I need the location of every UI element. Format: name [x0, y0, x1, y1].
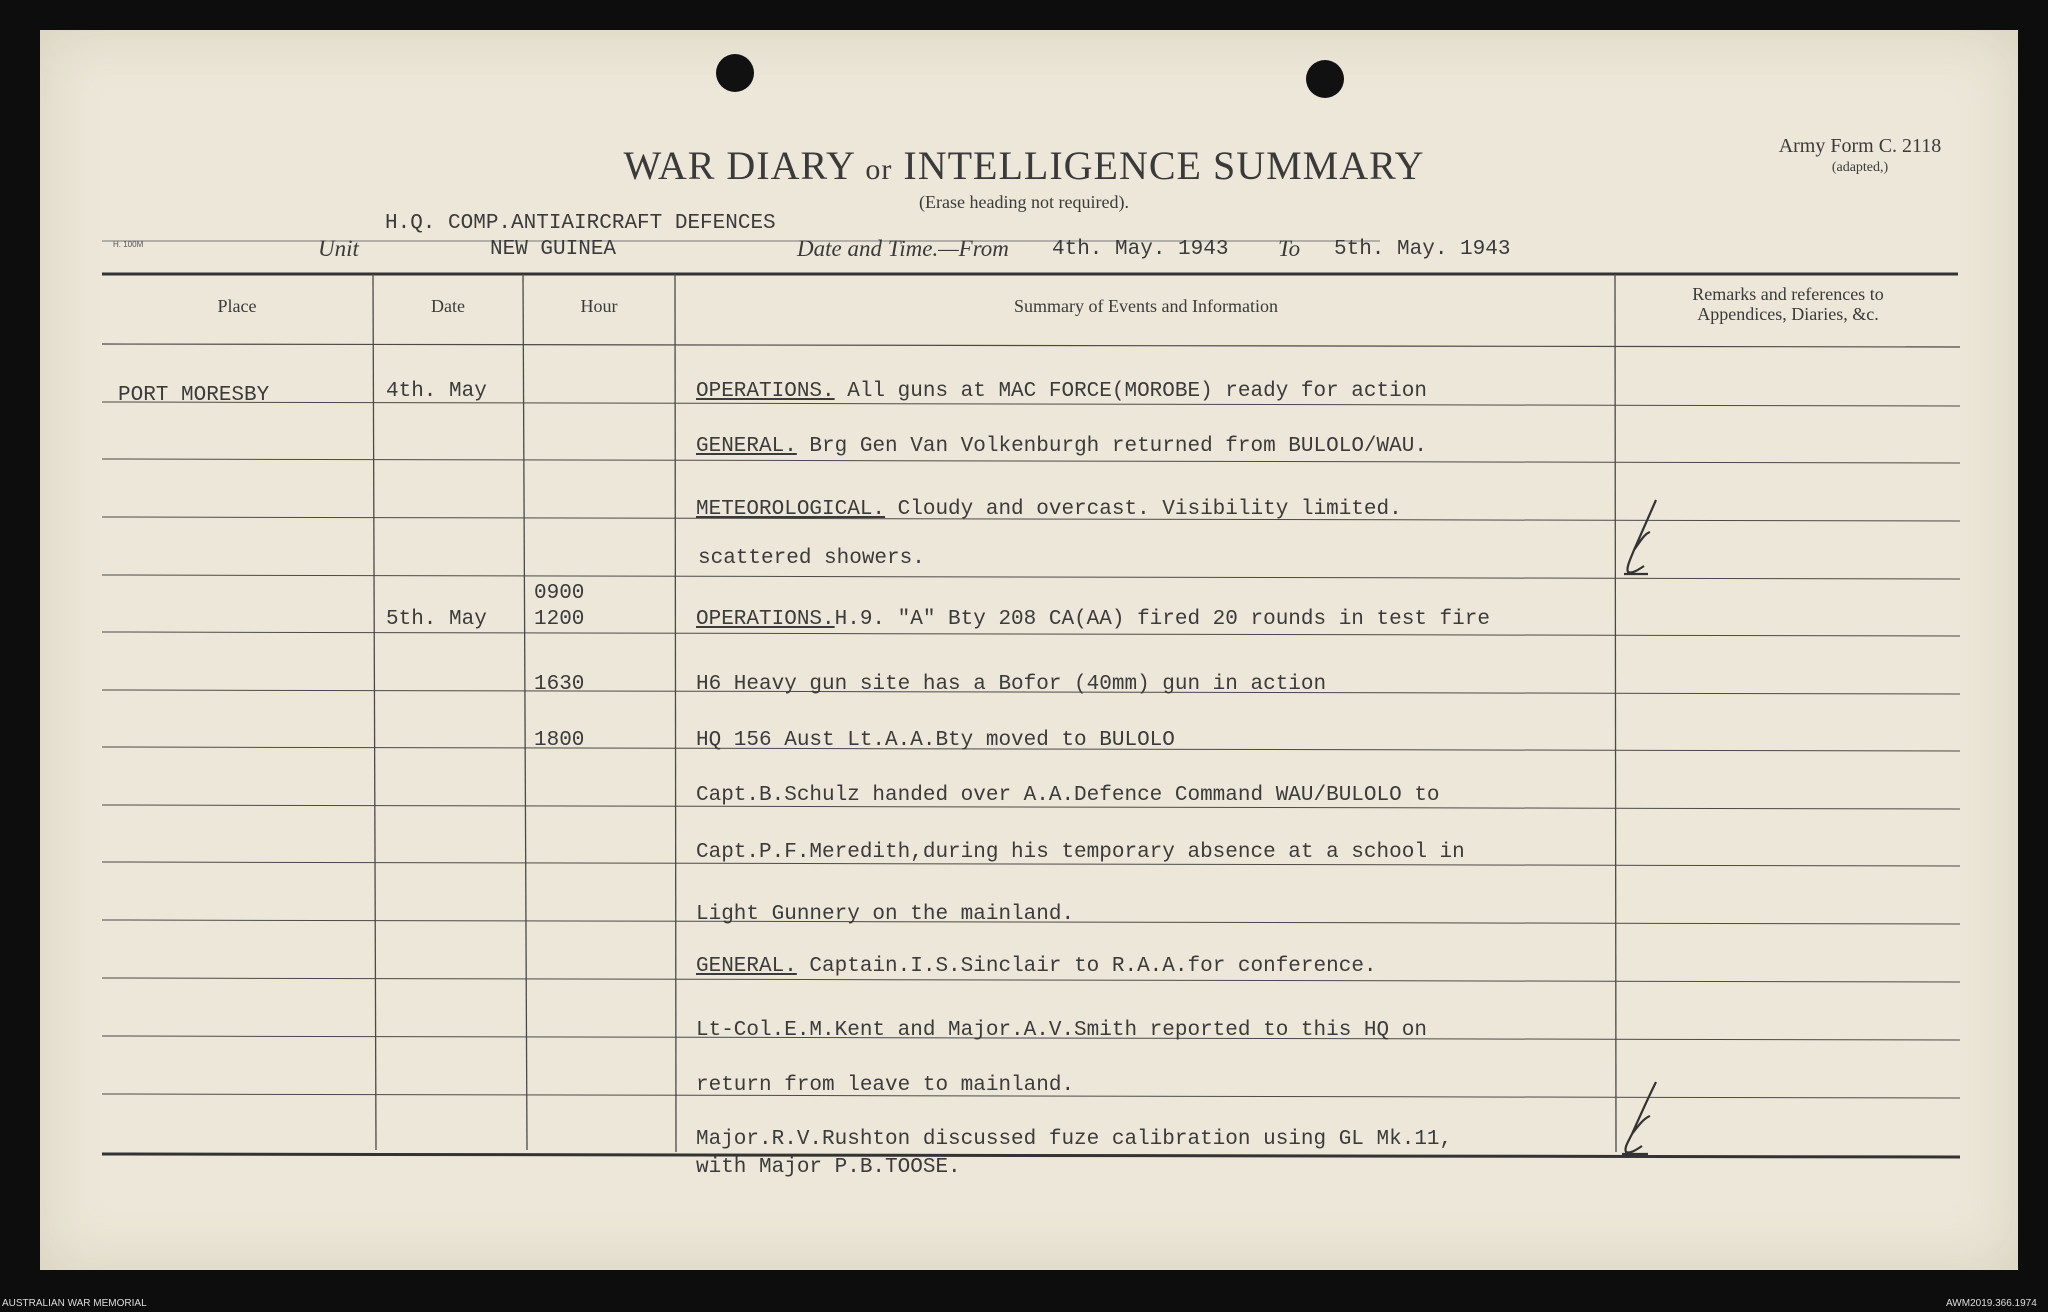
army-form-label	[1710, 135, 2010, 179]
form-code: H. 100M	[113, 240, 144, 249]
summary-text: Cloudy and overcast. Visibility limited.	[885, 498, 1402, 521]
initials-signature	[1610, 1076, 1670, 1166]
unit-name-line2: NEW GUINEA	[490, 238, 617, 261]
date-from: 4th. May. 1943	[1052, 238, 1229, 261]
column-header-date: Date	[431, 296, 465, 316]
summary-heading: GENERAL.	[696, 435, 797, 458]
summary-line	[696, 955, 1377, 978]
summary-text: H.9. "A" Bty 208 CA(AA) fired 20 rounds in test fire	[834, 608, 1490, 631]
date-entry-5-may: 5th. May	[386, 608, 487, 631]
title-intelligence-summary: INTELLIGENCE SUMMARY	[903, 143, 1425, 188]
summary-heading: OPERATIONS.	[696, 608, 835, 631]
unit-label: Unit	[318, 236, 359, 261]
to-label: To	[1278, 236, 1301, 261]
summary-heading: GENERAL.	[696, 955, 797, 978]
column-header-place: Place	[217, 296, 257, 316]
title-war-diary: WAR DIARY	[623, 143, 855, 188]
footer-archive-name: AUSTRALIAN WAR MEMORIAL	[2, 1298, 147, 1309]
army-form-adapted: (adapted,)	[1831, 160, 1889, 175]
place-entry: PORT MORESBY	[118, 384, 270, 407]
summary-heading: METEOROLOGICAL.	[696, 498, 886, 521]
date-to: 5th. May. 1943	[1334, 238, 1511, 261]
summary-line: HQ 156 Aust Lt.A.A.Bty moved to BULOLO	[696, 729, 1175, 752]
summary-line: Capt.B.Schulz handed over A.A.Defence Command WAU/BULOLO to	[696, 784, 1440, 807]
hour-entry: 0900	[534, 582, 585, 605]
summary-line: Capt.P.F.Meredith,during his temporary absence at a school in	[696, 841, 1465, 864]
summary-line: Light Gunnery on the mainland.	[696, 903, 1075, 926]
summary-line	[696, 608, 1490, 631]
remarks-header-line1: Remarks and references to	[1692, 284, 1884, 304]
date-entry-4-may: 4th. May	[386, 380, 487, 403]
summary-line: Major.R.V.Rushton discussed fuze calibration using GL Mk.11,	[696, 1128, 1453, 1151]
column-header-summary: Summary of Events and Information	[1014, 296, 1278, 316]
hour-entry: 1200	[534, 608, 585, 631]
column-header-hour: Hour	[580, 296, 618, 316]
initials-signature	[1614, 492, 1674, 582]
summary-line	[696, 380, 1427, 403]
summary-text: Captain.I.S.Sinclair to R.A.A.for conference.	[796, 955, 1377, 978]
hour-entry: 1630	[534, 673, 585, 696]
remarks-header-line2: Appendices, Diaries, &c.	[1697, 304, 1879, 324]
hour-entry: 1800	[534, 729, 585, 752]
summary-line	[696, 498, 1402, 521]
summary-line: scattered showers.	[698, 547, 925, 570]
summary-line: H6 Heavy gun site has a Bofor (40mm) gun in action	[696, 673, 1327, 696]
summary-line	[696, 435, 1427, 458]
army-form-number: Army Form C. 2118	[1778, 135, 1942, 157]
erase-note: (Erase heading not required).	[919, 192, 1129, 212]
date-time-label: Date and Time.—From	[797, 236, 1009, 261]
summary-line: return from leave to mainland.	[696, 1074, 1075, 1097]
summary-line: Lt-Col.E.M.Kent and Major.A.V.Smith reported to this HQ on	[696, 1019, 1427, 1042]
summary-line: with Major P.B.TOOSE.	[696, 1156, 961, 1179]
summary-text: All guns at MAC FORCE(MOROBE) ready for action	[834, 380, 1427, 403]
footer-catalogue-number: AWM2019.366.1974	[1946, 1298, 2037, 1309]
summary-heading: OPERATIONS.	[696, 380, 835, 403]
title-or: or	[865, 153, 893, 186]
column-header-remarks	[1616, 284, 1960, 324]
summary-text: Brg Gen Van Volkenburgh returned from BULOLO/WAU.	[796, 435, 1427, 458]
unit-name-line1: H.Q. COMP.ANTIAIRCRAFT DEFENCES	[385, 212, 776, 235]
